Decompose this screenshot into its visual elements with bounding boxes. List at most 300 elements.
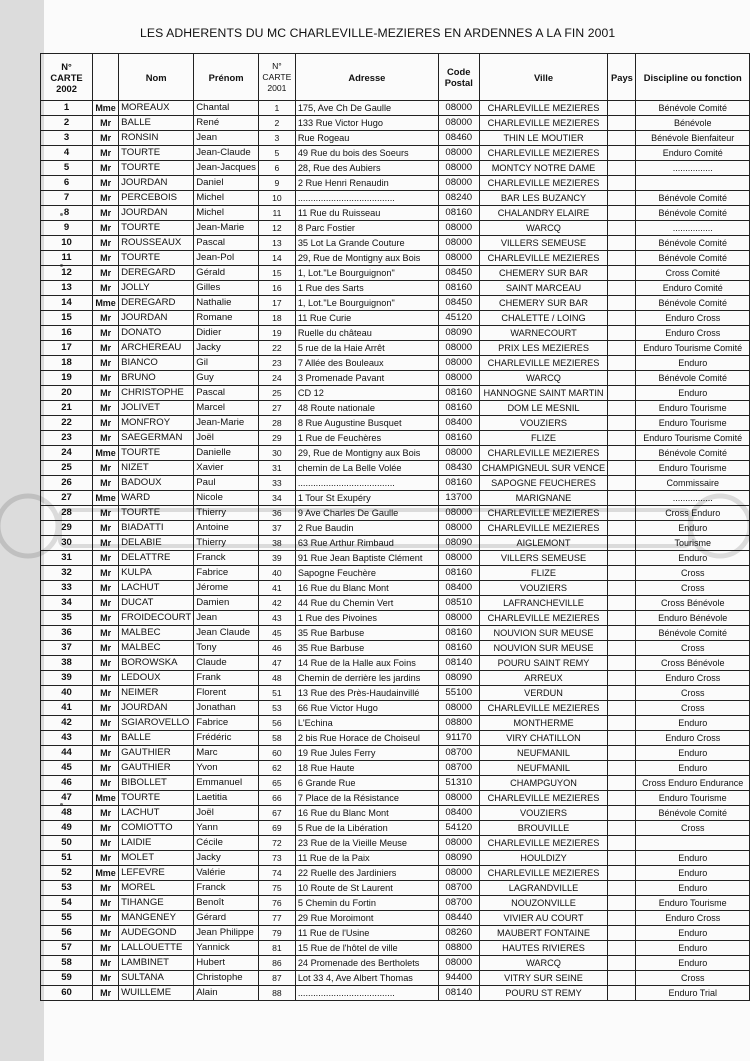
member-discipline: Cross	[636, 641, 750, 656]
member-postal-code: 08160	[438, 206, 479, 221]
member-country	[608, 821, 636, 836]
member-address: 1 Rue de Feuchères	[295, 431, 438, 446]
table-body	[41, 101, 750, 1001]
member-title: Mr	[93, 281, 119, 296]
member-last-name: NEIMER	[119, 686, 194, 701]
card-number-2001: 14	[258, 251, 295, 266]
member-title: Mr	[93, 506, 119, 521]
member-city: VOUZIERS	[479, 806, 608, 821]
member-postal-code: 08140	[438, 986, 479, 1001]
member-title: Mr	[93, 896, 119, 911]
card-number-2002: 43	[41, 731, 93, 746]
header-code-postal: Code Postal	[438, 54, 479, 101]
member-title: Mr	[93, 521, 119, 536]
card-number-2001: 3	[258, 131, 295, 146]
card-number-2002: 32	[41, 566, 93, 581]
member-postal-code: 08450	[438, 266, 479, 281]
member-first-name: Florent	[194, 686, 259, 701]
header-nom: Nom	[119, 54, 194, 101]
member-city: WARCQ	[479, 956, 608, 971]
member-discipline: Enduro	[636, 761, 750, 776]
member-country	[608, 191, 636, 206]
member-country	[608, 596, 636, 611]
member-title: Mr	[93, 251, 119, 266]
member-title: Mr	[93, 851, 119, 866]
member-city: MARIGNANE	[479, 491, 608, 506]
member-first-name: Gilles	[194, 281, 259, 296]
card-number-2001: 41	[258, 581, 295, 596]
table-row	[41, 956, 750, 971]
card-number-2001: 65	[258, 776, 295, 791]
table-row	[41, 446, 750, 461]
member-city: POURU SAINT REMY	[479, 656, 608, 671]
member-title: Mr	[93, 536, 119, 551]
table-row	[41, 326, 750, 341]
card-number-2001: 42	[258, 596, 295, 611]
card-number-2002: 9	[41, 221, 93, 236]
card-number-2002: 15	[41, 311, 93, 326]
member-title: Mr	[93, 761, 119, 776]
member-last-name: MALBEC	[119, 626, 194, 641]
member-postal-code: 08140	[438, 656, 479, 671]
card-number-2002: 45	[41, 761, 93, 776]
table-row	[41, 926, 750, 941]
member-postal-code: 08090	[438, 851, 479, 866]
member-discipline: Enduro	[636, 941, 750, 956]
table-row	[41, 971, 750, 986]
member-discipline: Cross	[636, 701, 750, 716]
member-city: CHALANDRY ELAIRE	[479, 206, 608, 221]
member-address: 16 Rue du Blanc Mont	[295, 581, 438, 596]
card-number-2001: 29	[258, 431, 295, 446]
member-address: Lot 33 4, Ave Albert Thomas	[295, 971, 438, 986]
member-address: 8 Parc Fostier	[295, 221, 438, 236]
member-city: CHARLEVILLE MEZIERES	[479, 101, 608, 116]
member-discipline: Bénévole Comité	[636, 371, 750, 386]
member-discipline: Enduro Tourisme Comité	[636, 341, 750, 356]
member-title: Mr	[93, 956, 119, 971]
member-address: 2 Rue Baudin	[295, 521, 438, 536]
table-row	[41, 701, 750, 716]
card-number-2002: 3	[41, 131, 93, 146]
member-discipline: ................	[636, 491, 750, 506]
table-row	[41, 836, 750, 851]
member-address: 35 Lot La Grande Couture	[295, 236, 438, 251]
member-discipline: Enduro	[636, 716, 750, 731]
member-first-name: Frank	[194, 671, 259, 686]
member-city: VIRY CHATILLON	[479, 731, 608, 746]
table-row	[41, 251, 750, 266]
member-discipline: Bénévole Comité	[636, 251, 750, 266]
card-number-2002: 23	[41, 431, 93, 446]
member-postal-code: 08000	[438, 611, 479, 626]
member-discipline: Enduro Cross	[636, 911, 750, 926]
member-last-name: LAIDIE	[119, 836, 194, 851]
member-city: CHARLEVILLE MEZIERES	[479, 506, 608, 521]
member-discipline: Enduro Comité	[636, 146, 750, 161]
member-address: 63 Rue Arthur Rimbaud	[295, 536, 438, 551]
member-last-name: TIHANGE	[119, 896, 194, 911]
table-row	[41, 986, 750, 1001]
card-number-2001: 86	[258, 956, 295, 971]
table-row	[41, 176, 750, 191]
member-title: Mr	[93, 581, 119, 596]
member-country	[608, 776, 636, 791]
member-discipline: Cross	[636, 821, 750, 836]
member-last-name: TOURTE	[119, 161, 194, 176]
member-title: Mr	[93, 326, 119, 341]
member-address: 91 Rue Jean Baptiste Clément	[295, 551, 438, 566]
member-title: Mr	[93, 131, 119, 146]
card-number-2002: 8	[41, 206, 93, 221]
member-last-name: DELATTRE	[119, 551, 194, 566]
member-city: CHARLEVILLE MEZIERES	[479, 701, 608, 716]
card-number-2002: 51	[41, 851, 93, 866]
member-country	[608, 611, 636, 626]
card-number-2002: 22	[41, 416, 93, 431]
card-number-2002: 58	[41, 956, 93, 971]
member-postal-code: 08160	[438, 641, 479, 656]
table-row	[41, 881, 750, 896]
member-address: ......................................	[295, 476, 438, 491]
member-postal-code: 08000	[438, 101, 479, 116]
member-last-name: BALLE	[119, 116, 194, 131]
member-last-name: COMIOTTO	[119, 821, 194, 836]
member-address: 18 Rue Haute	[295, 761, 438, 776]
member-postal-code: 13700	[438, 491, 479, 506]
member-discipline: Bénévole Comité	[636, 446, 750, 461]
table-row	[41, 296, 750, 311]
member-postal-code: 08000	[438, 551, 479, 566]
member-address: 13 Rue des Près-Haudainvillé	[295, 686, 438, 701]
member-first-name: Jacky	[194, 851, 259, 866]
member-first-name: Claude	[194, 656, 259, 671]
member-country	[608, 701, 636, 716]
member-first-name: Nathalie	[194, 296, 259, 311]
card-number-2001: 6	[258, 161, 295, 176]
member-first-name: Pascal	[194, 236, 259, 251]
member-first-name: Didier	[194, 326, 259, 341]
member-title: Mr	[93, 641, 119, 656]
member-country	[608, 926, 636, 941]
card-number-2001: 76	[258, 896, 295, 911]
card-number-2002: 21	[41, 401, 93, 416]
card-number-2001: 27	[258, 401, 295, 416]
member-address: 66 Rue Victor Hugo	[295, 701, 438, 716]
member-discipline: Enduro	[636, 746, 750, 761]
card-number-2002: 27	[41, 491, 93, 506]
member-address: 1 Tour St Exupéry	[295, 491, 438, 506]
member-address: 1, Lot."Le Bourguignon"	[295, 296, 438, 311]
member-discipline: ................	[636, 221, 750, 236]
card-number-2001: 53	[258, 701, 295, 716]
table-row	[41, 161, 750, 176]
member-title: Mr	[93, 971, 119, 986]
card-number-2001: 15	[258, 266, 295, 281]
member-address: 22 Ruelle des Jardiniers	[295, 866, 438, 881]
header-discipline: Discipline ou fonction	[636, 54, 750, 101]
member-country	[608, 581, 636, 596]
member-discipline: Bénévole Comité	[636, 236, 750, 251]
member-last-name: BIBOLLET	[119, 776, 194, 791]
member-country	[608, 881, 636, 896]
member-city: CHARLEVILLE MEZIERES	[479, 146, 608, 161]
member-address: 2 Rue Henri Renaudin	[295, 176, 438, 191]
member-title: Mr	[93, 386, 119, 401]
member-last-name: MALBEC	[119, 641, 194, 656]
table-row	[41, 626, 750, 641]
member-country	[608, 806, 636, 821]
member-country	[608, 866, 636, 881]
member-title: Mr	[93, 476, 119, 491]
member-last-name: WARD	[119, 491, 194, 506]
member-country	[608, 221, 636, 236]
member-first-name: Jean-Jacques	[194, 161, 259, 176]
card-number-2001: 25	[258, 386, 295, 401]
member-postal-code: 91170	[438, 731, 479, 746]
member-country	[608, 551, 636, 566]
member-last-name: NIZET	[119, 461, 194, 476]
member-last-name: AUDEGOND	[119, 926, 194, 941]
member-last-name: DEREGARD	[119, 266, 194, 281]
card-number-2001: 51	[258, 686, 295, 701]
card-number-2001: 23	[258, 356, 295, 371]
member-address: Chemin de derrière les jardins	[295, 671, 438, 686]
member-address: Ruelle du château	[295, 326, 438, 341]
card-number-2002: 35	[41, 611, 93, 626]
member-address: ......................................	[295, 986, 438, 1001]
member-title: Mr	[93, 821, 119, 836]
member-address: CD 12	[295, 386, 438, 401]
member-last-name: DEREGARD	[119, 296, 194, 311]
member-first-name: Benoît	[194, 896, 259, 911]
table-row	[41, 551, 750, 566]
member-city: CHARLEVILLE MEZIERES	[479, 446, 608, 461]
member-first-name: Jacky	[194, 341, 259, 356]
member-address: 19 Rue Jules Ferry	[295, 746, 438, 761]
card-number-2002: 37	[41, 641, 93, 656]
card-number-2001: 16	[258, 281, 295, 296]
member-postal-code: 08240	[438, 191, 479, 206]
card-number-2001: 17	[258, 296, 295, 311]
header-pays: Pays	[608, 54, 636, 101]
member-postal-code: 08400	[438, 581, 479, 596]
member-last-name: LACHUT	[119, 806, 194, 821]
table-row	[41, 476, 750, 491]
member-title: Mr	[93, 911, 119, 926]
member-postal-code: 94400	[438, 971, 479, 986]
member-discipline: Enduro Cross	[636, 311, 750, 326]
member-city: CHARLEVILLE MEZIERES	[479, 836, 608, 851]
member-last-name: SULTANA	[119, 971, 194, 986]
member-title: Mr	[93, 611, 119, 626]
member-last-name: TOURTE	[119, 446, 194, 461]
member-title: Mr	[93, 371, 119, 386]
card-number-2002: 49	[41, 821, 93, 836]
card-number-2002: 28	[41, 506, 93, 521]
member-title: Mme	[93, 446, 119, 461]
member-last-name: PERCEBOIS	[119, 191, 194, 206]
member-discipline: Cross	[636, 581, 750, 596]
member-city: CHAMPGUYON	[479, 776, 608, 791]
member-city: BAR LES BUZANCY	[479, 191, 608, 206]
member-discipline: Cross Comité	[636, 266, 750, 281]
member-discipline: Enduro	[636, 851, 750, 866]
table-row	[41, 206, 750, 221]
member-title: Mr	[93, 941, 119, 956]
table-row	[41, 536, 750, 551]
member-city: VILLERS SEMEUSE	[479, 551, 608, 566]
card-number-2002: 38	[41, 656, 93, 671]
member-last-name: TOURTE	[119, 506, 194, 521]
member-city: FLIZE	[479, 431, 608, 446]
member-country	[608, 911, 636, 926]
member-postal-code: 08160	[438, 626, 479, 641]
member-country	[608, 311, 636, 326]
member-last-name: LACHUT	[119, 581, 194, 596]
member-postal-code: 08000	[438, 446, 479, 461]
member-city: PRIX LES MEZIERES	[479, 341, 608, 356]
member-postal-code: 08160	[438, 431, 479, 446]
member-title: Mr	[93, 731, 119, 746]
member-address: 29, Rue de Montigny aux Bois	[295, 446, 438, 461]
member-first-name: Yannick	[194, 941, 259, 956]
member-first-name: Jean-Claude	[194, 146, 259, 161]
member-title: Mr	[93, 266, 119, 281]
member-postal-code: 08260	[438, 926, 479, 941]
member-last-name: DONATO	[119, 326, 194, 341]
member-country	[608, 356, 636, 371]
member-first-name: Jonathan	[194, 701, 259, 716]
card-number-2002: 10	[41, 236, 93, 251]
member-address: 48 Route nationale	[295, 401, 438, 416]
member-first-name: Chantal	[194, 101, 259, 116]
member-title: Mr	[93, 881, 119, 896]
member-first-name: Daniel	[194, 176, 259, 191]
member-first-name: Damien	[194, 596, 259, 611]
member-city: CHARLEVILLE MEZIERES	[479, 521, 608, 536]
member-postal-code: 08000	[438, 866, 479, 881]
card-number-2001: 60	[258, 746, 295, 761]
member-first-name: Valérie	[194, 866, 259, 881]
card-number-2002: 53	[41, 881, 93, 896]
member-first-name: Jean-Marie	[194, 416, 259, 431]
member-discipline: Enduro Cross	[636, 671, 750, 686]
card-number-2002: 46	[41, 776, 93, 791]
member-postal-code: 08510	[438, 596, 479, 611]
member-city: VOUZIERS	[479, 416, 608, 431]
member-last-name: BALLE	[119, 731, 194, 746]
member-first-name: Michel	[194, 206, 259, 221]
table-row	[41, 191, 750, 206]
member-discipline: Enduro Cross	[636, 326, 750, 341]
member-first-name: Danielle	[194, 446, 259, 461]
member-title: Mr	[93, 341, 119, 356]
member-last-name: DELABIE	[119, 536, 194, 551]
card-number-2002: 6	[41, 176, 93, 191]
member-postal-code: 08000	[438, 236, 479, 251]
member-discipline: Bénévole Comité	[636, 191, 750, 206]
member-discipline: Enduro	[636, 956, 750, 971]
member-discipline: Bénévole Comité	[636, 806, 750, 821]
member-title: Mr	[93, 146, 119, 161]
member-last-name: JOLLY	[119, 281, 194, 296]
member-postal-code: 08160	[438, 386, 479, 401]
member-city: SAPOGNE FEUCHERES	[479, 476, 608, 491]
card-number-2001: 58	[258, 731, 295, 746]
member-last-name: ROUSSEAUX	[119, 236, 194, 251]
member-postal-code: 08000	[438, 176, 479, 191]
member-country	[608, 446, 636, 461]
member-title: Mr	[93, 596, 119, 611]
card-number-2002: 60	[41, 986, 93, 1001]
member-last-name: CHRISTOPHE	[119, 386, 194, 401]
card-number-2002: 19	[41, 371, 93, 386]
member-city: HANNOGNE SAINT MARTIN	[479, 386, 608, 401]
member-city: VIVIER AU COURT	[479, 911, 608, 926]
member-country	[608, 536, 636, 551]
member-last-name: GAUTHIER	[119, 746, 194, 761]
card-number-2001: 43	[258, 611, 295, 626]
member-postal-code: 08090	[438, 326, 479, 341]
member-address: Rue Rogeau	[295, 131, 438, 146]
member-postal-code: 08700	[438, 746, 479, 761]
member-last-name: JOURDAN	[119, 701, 194, 716]
member-discipline: Cross Enduro	[636, 506, 750, 521]
member-city: AIGLEMONT	[479, 536, 608, 551]
table-row	[41, 416, 750, 431]
member-first-name: Jean Philippe	[194, 926, 259, 941]
card-number-2001: 69	[258, 821, 295, 836]
member-postal-code: 08700	[438, 881, 479, 896]
member-title: Mme	[93, 791, 119, 806]
member-last-name: KULPA	[119, 566, 194, 581]
member-discipline: Enduro Comité	[636, 281, 750, 296]
member-first-name: Alain	[194, 986, 259, 1001]
member-discipline: Tourisme	[636, 536, 750, 551]
card-number-2002: 56	[41, 926, 93, 941]
member-country	[608, 716, 636, 731]
header-card-2001: N° CARTE 2001	[258, 54, 295, 101]
member-address: 35 Rue Barbuse	[295, 626, 438, 641]
member-title: Mr	[93, 686, 119, 701]
member-title: Mr	[93, 221, 119, 236]
member-title: Mr	[93, 566, 119, 581]
member-address: 29 Rue Moroimont	[295, 911, 438, 926]
member-address: 24 Promenade des Bertholets	[295, 956, 438, 971]
card-number-2001: 11	[258, 206, 295, 221]
table-row	[41, 746, 750, 761]
member-last-name: SAEGERMAN	[119, 431, 194, 446]
member-first-name: Yvon	[194, 761, 259, 776]
member-discipline: Enduro Tourisme	[636, 416, 750, 431]
table-row	[41, 341, 750, 356]
member-postal-code: 08000	[438, 221, 479, 236]
card-number-2001: 77	[258, 911, 295, 926]
member-last-name: LALLOUETTE	[119, 941, 194, 956]
page-margin	[0, 0, 44, 1061]
card-number-2001: 66	[258, 791, 295, 806]
table-row	[41, 431, 750, 446]
member-country	[608, 146, 636, 161]
member-city: CHALETTE / LOING	[479, 311, 608, 326]
member-address: 5 Rue de la Libération	[295, 821, 438, 836]
table-row	[41, 761, 750, 776]
member-postal-code: 45120	[438, 311, 479, 326]
member-first-name: Thierry	[194, 506, 259, 521]
member-country	[608, 296, 636, 311]
member-postal-code: 08700	[438, 761, 479, 776]
